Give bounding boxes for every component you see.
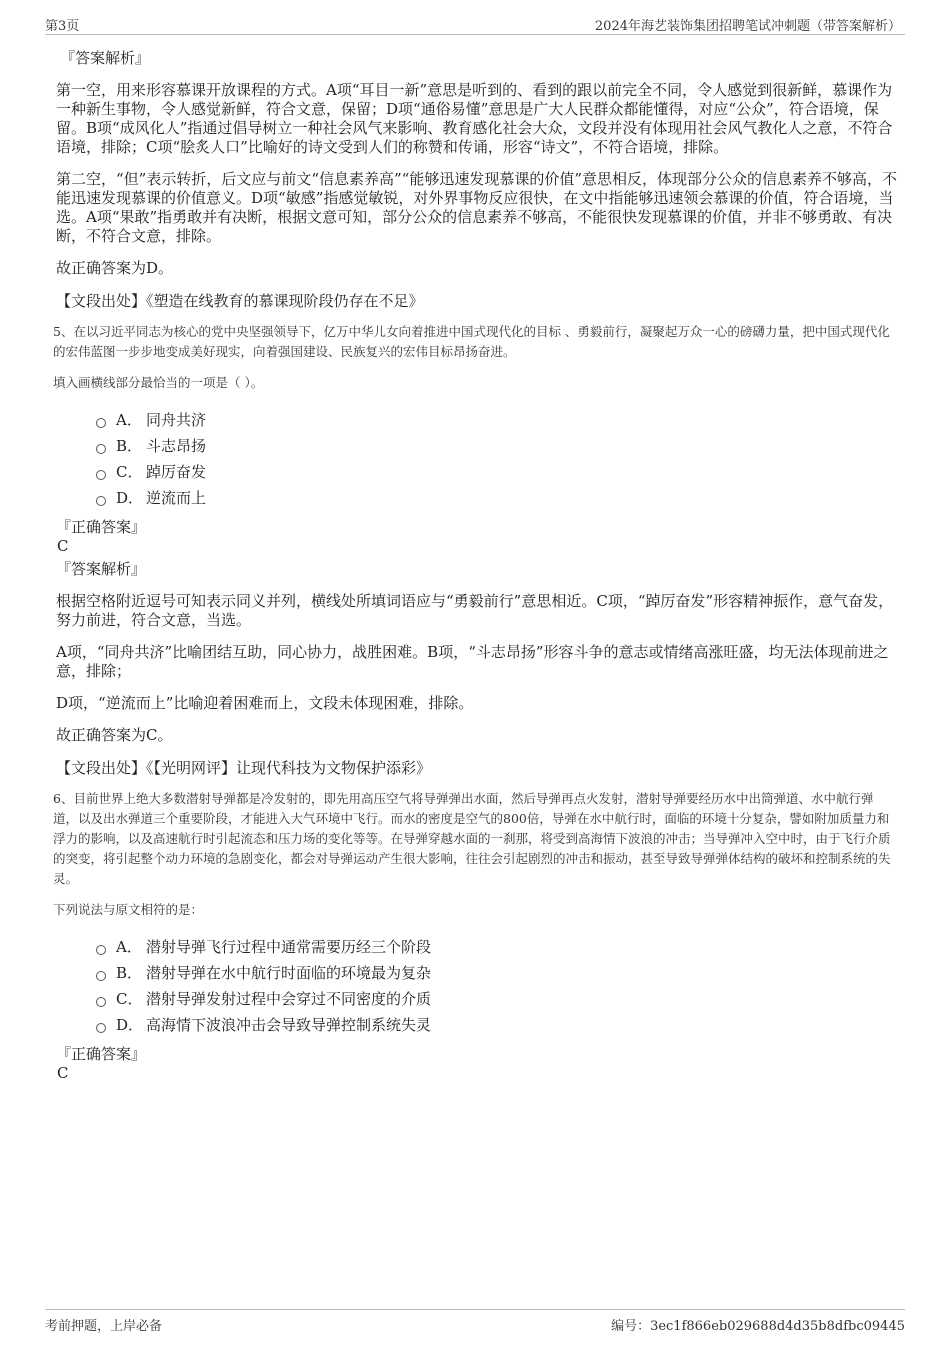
analysis-paragraph: A项，“同舟共济”比喻团结互助，同心协力，战胜困难。B项，“斗志昂扬”形容斗争的意志或情绪高涨旺盛，均无法体现前进之意，排除； [56,643,889,680]
radio-icon[interactable] [96,470,106,480]
radio-icon[interactable] [96,997,106,1007]
option-c[interactable]: C． 潜射导弹发射过程中会穿过不同密度的介质 [96,986,898,1012]
page-footer [45,1309,905,1334]
footer-slogan: 考前押题，上岸必备 [45,1319,163,1334]
question-5-text: 5、在以习近平同志为核心的党中央坚强领导下，亿万中华儿女向着推进中国式现代化的目标 、勇毅前行，凝聚起万众一心的磅礴力量，把中国式现代化的宏伟蓝图一步步地变成美好现实，向着强国建设、民族复兴的宏伟目标昂扬奋进。 [53,324,890,359]
answer-tag: 『正确答案』 [56,1045,147,1063]
option-b[interactable]: B． 斗志昂扬 [96,433,898,459]
page-header [45,12,905,35]
analysis-paragraph: 第一空，用来形容慕课开放课程的方式。A项“耳目一新”意思是听到的、看到的跟以前完全不同，令人感觉到很新鲜，慕课作为一种新生事物，令人感觉新鲜，符合文意，保留；D项“通俗易懂”意思是广大人民群众都能懂得，对应“公众”，符合语境，保留。B项“成风化人”指通过倡导树立一种社会风气来影响、教育感化社会大众，文段并没有体现用社会风气教化人之意，不符合语境，排除；C项“脍炙人口”比喻好的诗文受到人们的称赞和传诵，形容“诗文”，不符合语境，排除。 [56,81,893,156]
correct-answer: C [57,1064,69,1082]
option-a[interactable]: A． 潜射导弹飞行过程中通常需要历经三个阶段 [96,934,898,960]
option-b[interactable]: B． 潜射导弹在水中航行时面临的环境最为复杂 [96,960,898,986]
page-number: 第3页 [45,19,80,34]
question-6-text: 6、目前世界上绝大多数潜射导弹都是冷发射的，即先用高压空气将导弹弹出水面，然后导弹再点火发射，潜射导弹要经历水中出筒弹道、水中航行弹道，以及出水弹道三个重要阶段，才能进入大气环境中飞行。而水的密度是空气的800倍，导弹在水中航行时，面临的环境十分复杂，譬如附加质量力和浮力的影响，以及高速航行时引起流态和压力场的变化等等。在导弹穿越水面的一刹那，将受到高海情下波浪的冲击；当导弹冲入空中时，由于飞行介质的突变，将引起整个动力环境的急剧变化，都会对导弹运动产生很大影响，往往会引起剧烈的冲击和振动，甚至导致导弹弹体结构的破坏和控制系统的失灵。 [53,791,891,886]
option-d[interactable]: D． 高海情下波浪冲击会导致导弹控制系统失灵 [96,1012,898,1038]
analysis-tag: 『答案解析』 [60,49,151,67]
question-5-prompt: 填入画横线部分最恰当的一项是（ ）。 [53,375,264,390]
conclusion: 故正确答案为C。 [56,726,173,744]
analysis-tag: 『答案解析』 [56,560,147,578]
radio-icon[interactable] [96,971,106,981]
source-citation: 【文段出处】《【光明网评】让现代科技为文物保护添彩》 [56,759,432,777]
document-id: 编号：3ec1f866eb029688d4d35b8dfbc09445 [611,1319,905,1334]
analysis-paragraph: 第二空，“但”表示转折，后文应与前文“信息素养高”“能够迅速发现慕课的价值”意思相反，体现部分公众的信息素养不够高，不能迅速发现慕课的价值意义。D项“敏感”指感觉敏锐，对外界事物反应很快，在文中指能够迅速领会慕课的价值，符合语境，当选。A项“果敢”指勇敢并有决断，根据文意可知，部分公众的信息素养不够高，不能很快发现慕课的价值，并非不够勇敢、有决断，不符合文意，排除。 [56,170,898,245]
radio-icon[interactable] [96,418,106,428]
conclusion: 故正确答案为D。 [56,259,174,277]
radio-icon[interactable] [96,945,106,955]
document-title: 2024年海艺装饰集团招聘笔试冲刺题（带答案解析） [594,19,901,34]
question-5-options [56,407,898,511]
answer-tag: 『正确答案』 [56,518,147,536]
question-6-prompt: 下列说法与原文相符的是： [53,902,204,917]
source-citation: 【文段出处】《塑造在线教育的慕课现阶段仍存在不足》 [56,292,424,310]
correct-answer: C [57,537,69,555]
option-a[interactable]: A． 同舟共济 [96,407,898,433]
page-content [53,48,898,1082]
radio-icon[interactable] [96,444,106,454]
radio-icon[interactable] [96,1023,106,1033]
question-6-options [56,934,898,1038]
option-c[interactable]: C． 踔厉奋发 [96,459,898,485]
analysis-paragraph: D项，“逆流而上”比喻迎着困难而上，文段未体现困难，排除。 [56,694,474,712]
analysis-paragraph: 根据空格附近逗号可知表示同义并列，横线处所填词语应与“勇毅前行”意思相近。C项，“踔厉奋发”形容精神振作，意气奋发，努力前进，符合文意，当选。 [56,592,894,629]
radio-icon[interactable] [96,496,106,506]
option-d[interactable]: D． 逆流而上 [96,485,898,511]
